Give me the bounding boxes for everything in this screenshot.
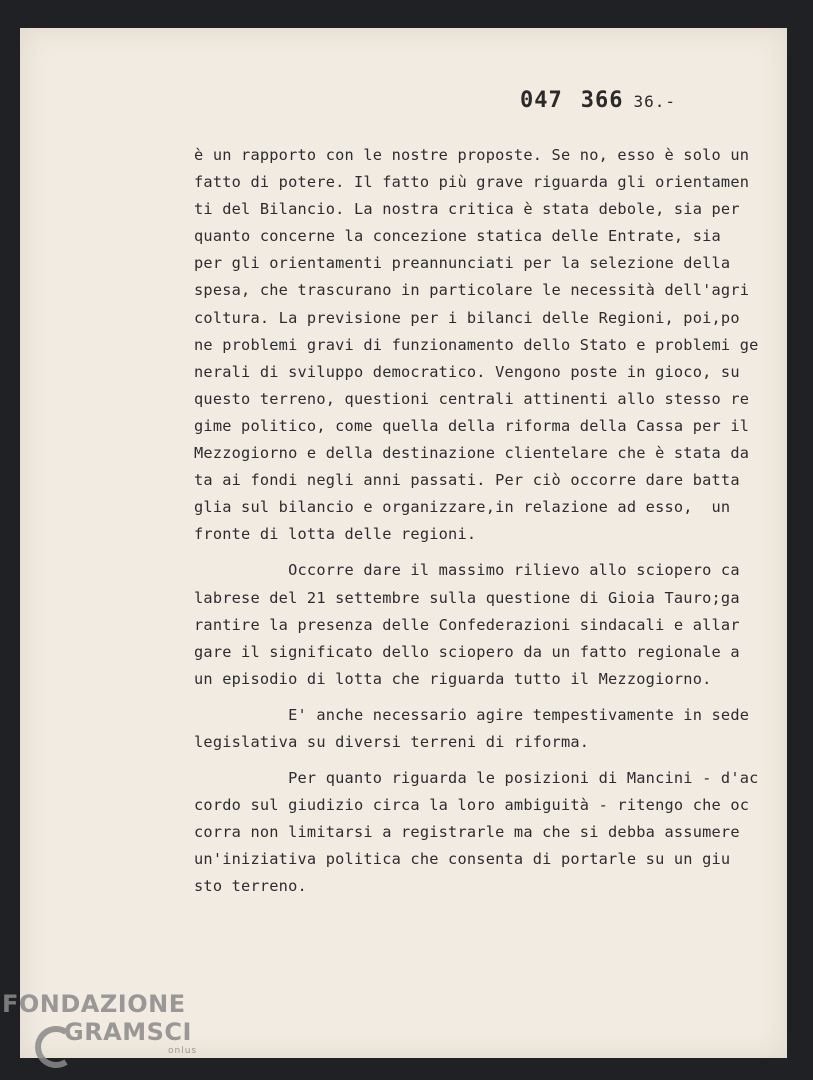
text-line: sto terreno. xyxy=(194,877,307,896)
text-line: rantire la presenza delle Confederazioni sindacali e allar xyxy=(194,615,740,634)
logo-suffix: onlus xyxy=(168,1046,198,1056)
text-line: cordo sul giudizio circa la loro ambiguità - ritengo che oc xyxy=(194,796,750,815)
text-line: è un rapporto con le nostre proposte. Se no, esso è solo un xyxy=(194,146,750,164)
archive-number-b: 366 xyxy=(580,88,624,113)
paragraph-2 xyxy=(194,557,794,692)
paragraph-1 xyxy=(194,142,794,548)
logo-g-icon xyxy=(32,1018,72,1078)
page-number: 36.- xyxy=(633,92,677,111)
text-line: labrese del 21 settembre sulla questione di Gioia Tauro;ga xyxy=(194,588,740,607)
text-line: gime politico, come quella della riforma della Cassa per il xyxy=(194,416,750,435)
paragraph-3 xyxy=(194,702,794,756)
text-line: fatto di potere. Il fatto più grave riguarda gli orientamen xyxy=(194,173,750,192)
logo-line-1: FONDAZIONE xyxy=(2,990,186,1018)
logo-line-2: GRAMSCI xyxy=(64,1018,192,1046)
text-line: Occorre dare il massimo rilievo allo sciopero ca xyxy=(194,561,740,580)
document-page xyxy=(20,28,787,1058)
text-line: corra non limitarsi a registrarle ma che si debba assumere xyxy=(194,823,740,842)
text-line: spesa, che trascurano in particolare le necessità dell'agri xyxy=(194,281,750,300)
text-line: legislativa su diversi terreni di riforma. xyxy=(194,732,590,751)
text-line: quanto concerne la concezione statica delle Entrate, sia xyxy=(194,227,721,246)
text-line: ta ai fondi negli anni passati. Per ciò occorre dare batta xyxy=(194,471,740,490)
text-line: un episodio di lotta che riguarda tutto il Mezzogiorno. xyxy=(194,669,712,688)
text-line: questo terreno, questioni centrali attinenti allo stesso re xyxy=(194,389,750,408)
text-line: un'iniziativa politica che consenta di portarle su un giu xyxy=(194,850,731,869)
text-line: ti del Bilancio. La nostra critica è stata debole, sia per xyxy=(194,200,740,219)
text-line: Mezzogiorno e della destinazione clientelare che è stata da xyxy=(194,444,750,463)
text-line: ne problemi gravi di funzionamento dello Stato e problemi ge xyxy=(194,335,759,354)
text-line: per gli orientamenti preannunciati per la selezione della xyxy=(194,254,731,273)
text-line: coltura. La previsione per i bilanci delle Regioni, poi,po xyxy=(194,308,740,327)
text-line: nerali di sviluppo democratico. Vengono poste in gioco, su xyxy=(194,362,740,381)
fondazione-gramsci-logo xyxy=(2,990,198,1056)
text-line: fronte di lotta delle regioni. xyxy=(194,525,477,544)
text-line: E' anche necessario agire tempestivamente in sede xyxy=(194,705,750,724)
archive-number xyxy=(520,88,676,113)
paragraph-4 xyxy=(194,765,794,900)
typed-text xyxy=(194,142,794,901)
text-line: gare il significato dello sciopero da un fatto regionale a xyxy=(194,642,740,661)
text-line: Per quanto riguarda le posizioni di Mancini - d'ac xyxy=(194,769,759,788)
text-line: glia sul bilancio e organizzare,in relazione ad esso, un xyxy=(194,498,731,517)
show-through-text xyxy=(320,908,780,989)
archive-number-a: 047 xyxy=(520,88,563,113)
